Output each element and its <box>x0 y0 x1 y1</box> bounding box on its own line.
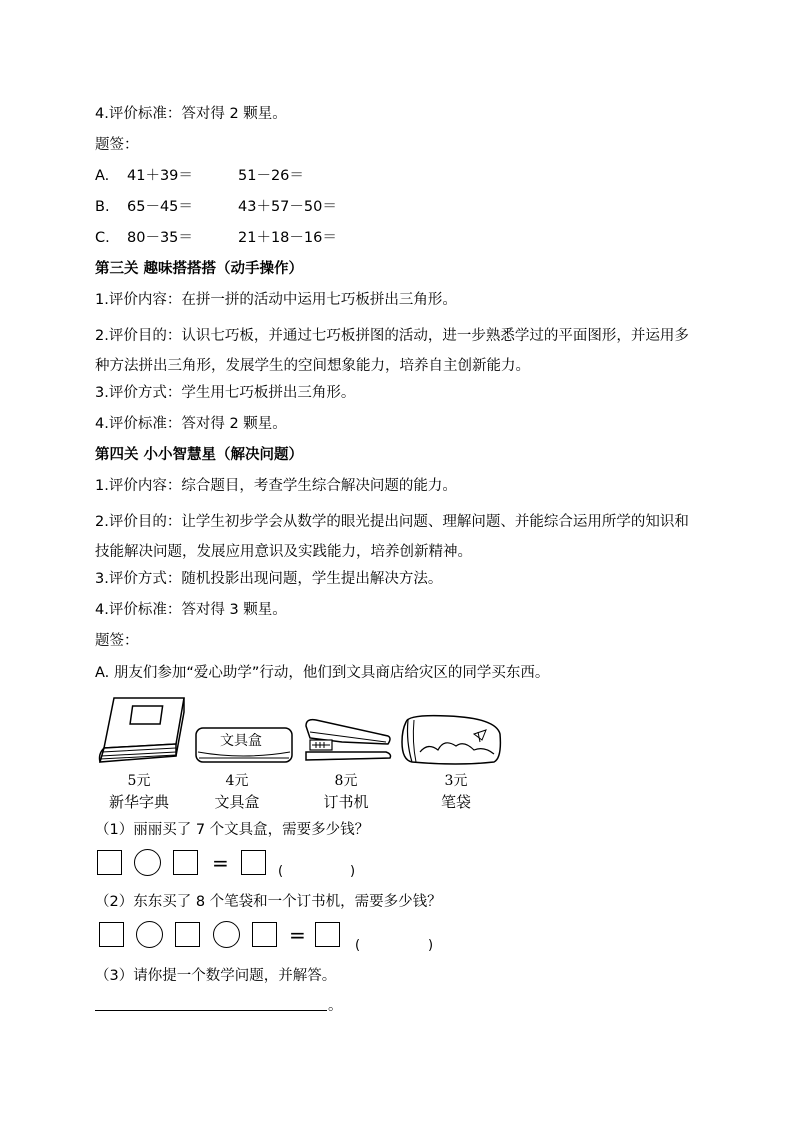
question-2: （2）东东买了 8 个笔袋和一个订书机，需要多少钱？ <box>95 894 442 910</box>
answer-box[interactable] <box>315 922 340 947</box>
line-12: 4.评价标准：答对得 3 颗星。 <box>95 602 287 618</box>
stapler-icon <box>302 716 394 768</box>
answer-underline[interactable] <box>95 1010 327 1011</box>
product-name: 文具盒 <box>214 793 260 811</box>
expression: 65－45＝ <box>127 199 193 215</box>
product-price: 4元 <box>225 773 249 789</box>
unit-paren-right: ) <box>428 938 434 953</box>
operator-circle[interactable] <box>134 849 161 876</box>
answer-period: 。 <box>328 998 343 1014</box>
line-6: 3.评价方式：学生用七巧板拼出三角形。 <box>95 385 356 401</box>
product-name: 新华字典 <box>108 793 169 811</box>
line-2: 题签： <box>95 137 139 153</box>
exercise-label: B. <box>95 199 110 215</box>
unit-paren-left: ( <box>278 864 284 879</box>
exercise-label: A. <box>95 168 110 184</box>
product-name: 笔袋 <box>440 793 471 811</box>
product-price: 8元 <box>334 773 358 789</box>
product-price: 3元 <box>444 773 468 789</box>
dictionary-illustration <box>96 696 186 766</box>
question-1: （1）丽丽买了 7 个文具盒，需要多少钱？ <box>95 822 370 838</box>
question-3: （3）请你提一个数学问题，并解答。 <box>95 968 337 984</box>
answer-box[interactable] <box>241 850 266 875</box>
expression: 43＋57－50＝ <box>238 199 337 215</box>
operator-circle[interactable] <box>136 921 163 948</box>
line-13: 题签： <box>95 633 139 649</box>
product-price: 5元 <box>127 773 151 789</box>
expression: 21＋18－16＝ <box>238 230 337 246</box>
line-5: 2.评价目的：认识七巧板，并通过七巧板拼图的活动，进一步熟悉学过的平面图形，并运用多种方法拼出三角形，发展学生的空间想象能力，培养自主创新能力。 <box>95 328 689 374</box>
unit-paren-right: ) <box>350 864 356 879</box>
answer-box[interactable] <box>173 850 198 875</box>
line-1: 4.评价标准：答对得 2 颗星。 <box>95 106 287 122</box>
answer-box[interactable] <box>252 922 277 947</box>
equals-sign: = <box>289 923 306 947</box>
section-4-heading: 第四关 小小智慧星（解决问题） <box>95 447 304 463</box>
line-10: 2.评价目的：让学生初步学会从数学的眼光提出问题、理解问题、并能综合运用所学的知识和技能解决问题，发展应用意识及实践能力，培养创新精神。 <box>95 514 689 560</box>
line-7: 4.评价标准：答对得 2 颗星。 <box>95 416 287 432</box>
pen-bag-illustration <box>398 712 504 768</box>
line-4: 1.评价内容：在拼一拼的活动中运用七巧板拼出三角形。 <box>95 292 457 308</box>
answer-box[interactable] <box>99 922 124 947</box>
pencil-case-label: 文具盒 <box>220 733 262 749</box>
unit-paren-left: ( <box>355 938 361 953</box>
equals-sign: = <box>212 851 229 875</box>
expression: 41＋39＝ <box>127 168 193 184</box>
operator-circle[interactable] <box>213 921 240 948</box>
answer-box[interactable] <box>97 850 122 875</box>
answer-box[interactable] <box>175 922 200 947</box>
problem-a: A. 朋友们参加“爱心助学”行动，他们到文具商店给灾区的同学买东西。 <box>95 665 550 681</box>
line-11: 3.评价方式：随机投影出现问题，学生提出解决方法。 <box>95 571 443 587</box>
line-9: 1.评价内容：综合题目，考查学生综合解决问题的能力。 <box>95 478 457 494</box>
expression: 51－26＝ <box>238 168 304 184</box>
exercise-label: C. <box>95 230 110 246</box>
section-3-heading: 第三关 趣味搭搭搭（动手操作） <box>95 261 304 277</box>
product-name: 订书机 <box>323 793 369 811</box>
expression: 80－35＝ <box>127 230 193 246</box>
